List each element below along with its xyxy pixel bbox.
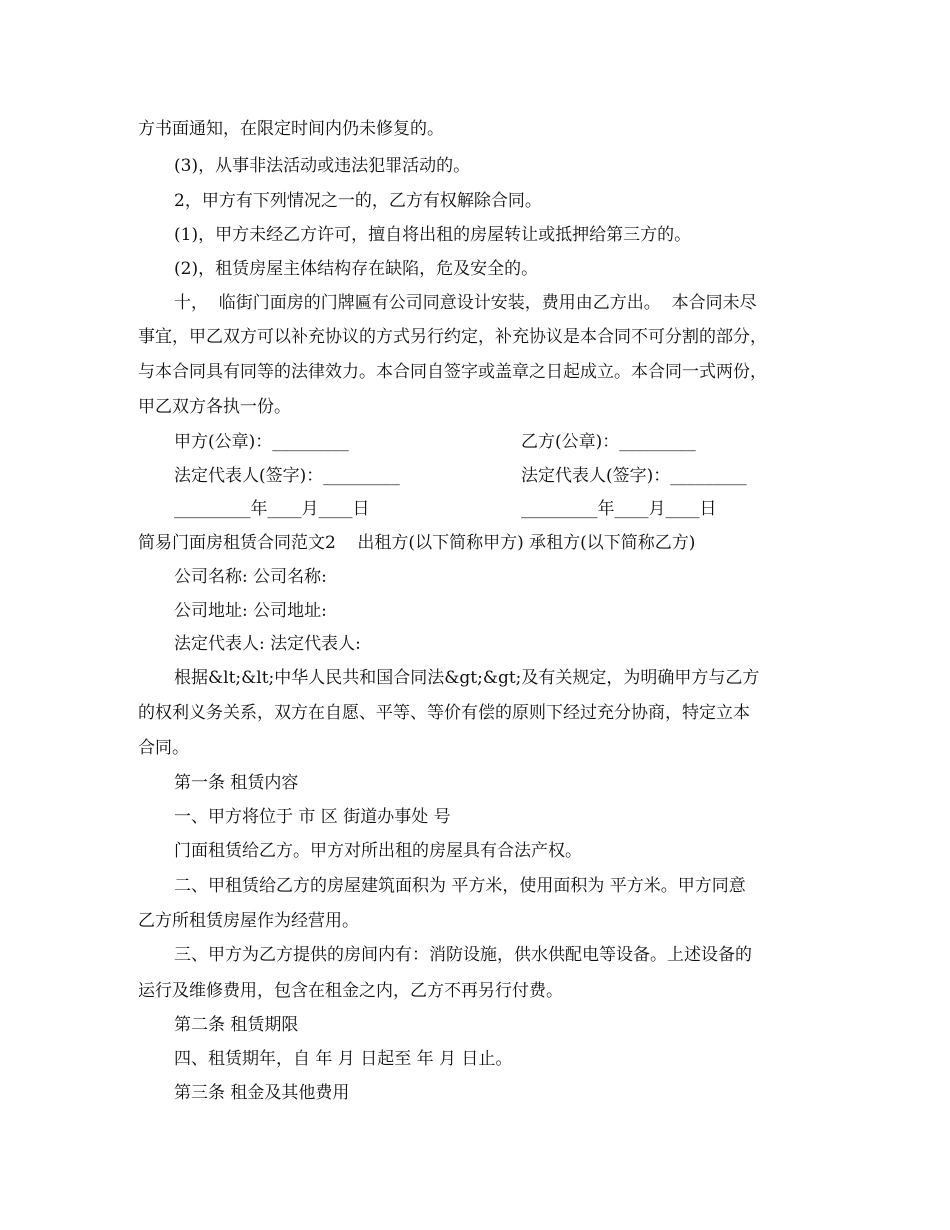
text-line: (1)，甲方未经乙方许可，擅自将出租的房屋转让或抵押给第三方的。 <box>174 225 692 245</box>
text-line: 十， 临街门面房的门牌匾有公司同意设计安装，费用由乙方出。 本合同未尽 <box>174 293 757 313</box>
text-line: 合同。 <box>138 738 189 758</box>
text-line: 一、甲方将位于 市 区 街道办事处 号 <box>174 807 451 827</box>
party-a-representative: 法定代表人(签字)：_________ <box>174 466 400 486</box>
text-line: (2)，租赁房屋主体结构存在缺陷，危及安全的。 <box>174 259 539 279</box>
text-line: (3)，从事非法活动或违法犯罪活动的。 <box>174 156 471 176</box>
party-b-date: _________年____月____日 <box>521 499 717 519</box>
text-line: 门面租赁给乙方。甲方对所出租的房屋具有合法产权。 <box>174 841 582 861</box>
text-line: 根据&lt;&lt;中华人民共和国合同法&gt;&gt;及有关规定，为明确甲方与乙方 <box>174 668 760 688</box>
party-a-date: _________年____月____日 <box>174 499 370 519</box>
text-line: 乙方所租赁房屋作为经营用。 <box>138 911 359 931</box>
text-line: 2，甲方有下列情况之一的，乙方有权解除合同。 <box>174 191 542 211</box>
article-heading: 第三条 租金及其他费用 <box>174 1083 350 1103</box>
article-heading: 第一条 租赁内容 <box>174 773 299 793</box>
text-line: 三、甲方为乙方提供的房间内有：消防设施，供水供配电等设备。上述设备的 <box>174 945 752 965</box>
text-line: 运行及维修费用，包含在租金之内，乙方不再另行付费。 <box>138 981 563 1001</box>
section-heading: 简易门面房租赁合同范文2 出租方(以下简称甲方) 承租方(以下简称乙方) <box>138 533 696 553</box>
text-line: 公司名称: 公司名称: <box>174 567 327 587</box>
party-a-seal: 甲方(公章)：_________ <box>174 432 349 452</box>
text-line: 方书面通知，在限定时间内仍未修复的。 <box>138 119 444 139</box>
text-line: 甲乙双方各执一份。 <box>138 397 291 417</box>
text-line: 的权利义务关系，双方在自愿、平等、等价有偿的原则下经过充分协商，特定立本 <box>138 703 750 723</box>
text-line: 与本合同具有同等的法律效力。本合同自签字或盖章之日起成立。本合同一式两份， <box>138 362 767 382</box>
text-line: 二、甲租赁给乙方的房屋建筑面积为 平方米，使用面积为 平方米。甲方同意 <box>174 876 746 896</box>
text-line: 法定代表人: 法定代表人: <box>174 634 361 654</box>
article-heading: 第二条 租赁期限 <box>174 1015 299 1035</box>
text-line: 事宜，甲乙双方可以补充协议的方式另行约定，补充协议是本合同不可分割的部分， <box>138 327 767 347</box>
text-line: 公司地址: 公司地址: <box>174 601 327 621</box>
party-b-representative: 法定代表人(签字)：_________ <box>521 466 747 486</box>
party-b-seal: 乙方(公章)：_________ <box>521 432 696 452</box>
text-line: 四、租赁期年，自 年 月 日起至 年 月 日止。 <box>174 1049 513 1069</box>
